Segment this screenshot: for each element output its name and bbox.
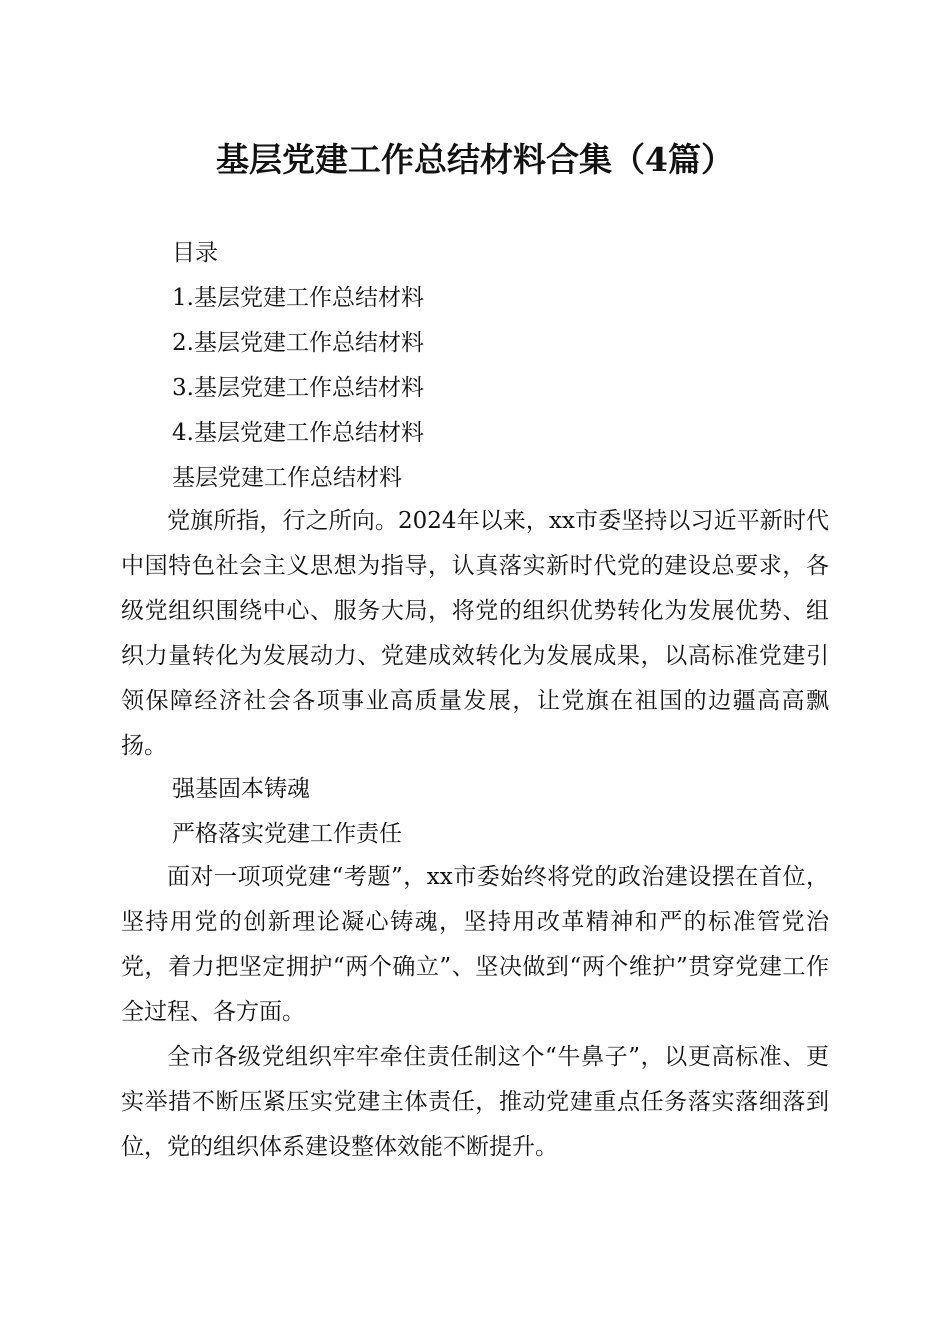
- toc-item-4: 4.基层党建工作总结材料: [172, 420, 424, 446]
- paragraph-3: 全市各级党组织牢牢牵住责任制这个“牛鼻子”，以更高标准、更实举措不断压紧压实党建主体责任，推动党建重点任务落实落细落到位，党的组织体系建设整体效能不断提升。: [121, 1044, 829, 1160]
- toc-heading: 目录: [172, 240, 218, 266]
- paragraph-2: 面对一项项党建“考题”，xx市委始终将党的政治建设摆在首位，坚持用党的创新理论凝心铸魂，坚持用改革精神和严的标准管党治党，着力把坚定拥护“两个确立”、坚决做到“两个维护”贯穿党建工作全过程、各方面。: [121, 864, 829, 1025]
- article-title: 基层党建工作总结材料: [172, 465, 402, 491]
- intro-paragraph: 党旗所指，行之所向。2024年以来，xx市委坚持以习近平新时代中国特色社会主义思想为指导，认真落实新时代党的建设总要求，各级党组织围绕中心、服务大局，将党的组织优势转化为发展优势、组织力量转化为发展动力、党建成效转化为发展成果，以高标准党建引领保障经济社会各项事业高质量发展，让党旗在祖国的边疆高高飘扬。: [121, 508, 829, 759]
- toc-item-3: 3.基层党建工作总结材料: [172, 375, 424, 401]
- toc-item-1: 1.基层党建工作总结材料: [172, 285, 424, 311]
- toc-item-2: 2.基层党建工作总结材料: [172, 330, 424, 356]
- section-heading: 强基固本铸魂: [172, 776, 310, 802]
- subsection-heading: 严格落实党建工作责任: [172, 821, 402, 847]
- document-title: 基层党建工作总结材料合集（4篇）: [216, 140, 734, 179]
